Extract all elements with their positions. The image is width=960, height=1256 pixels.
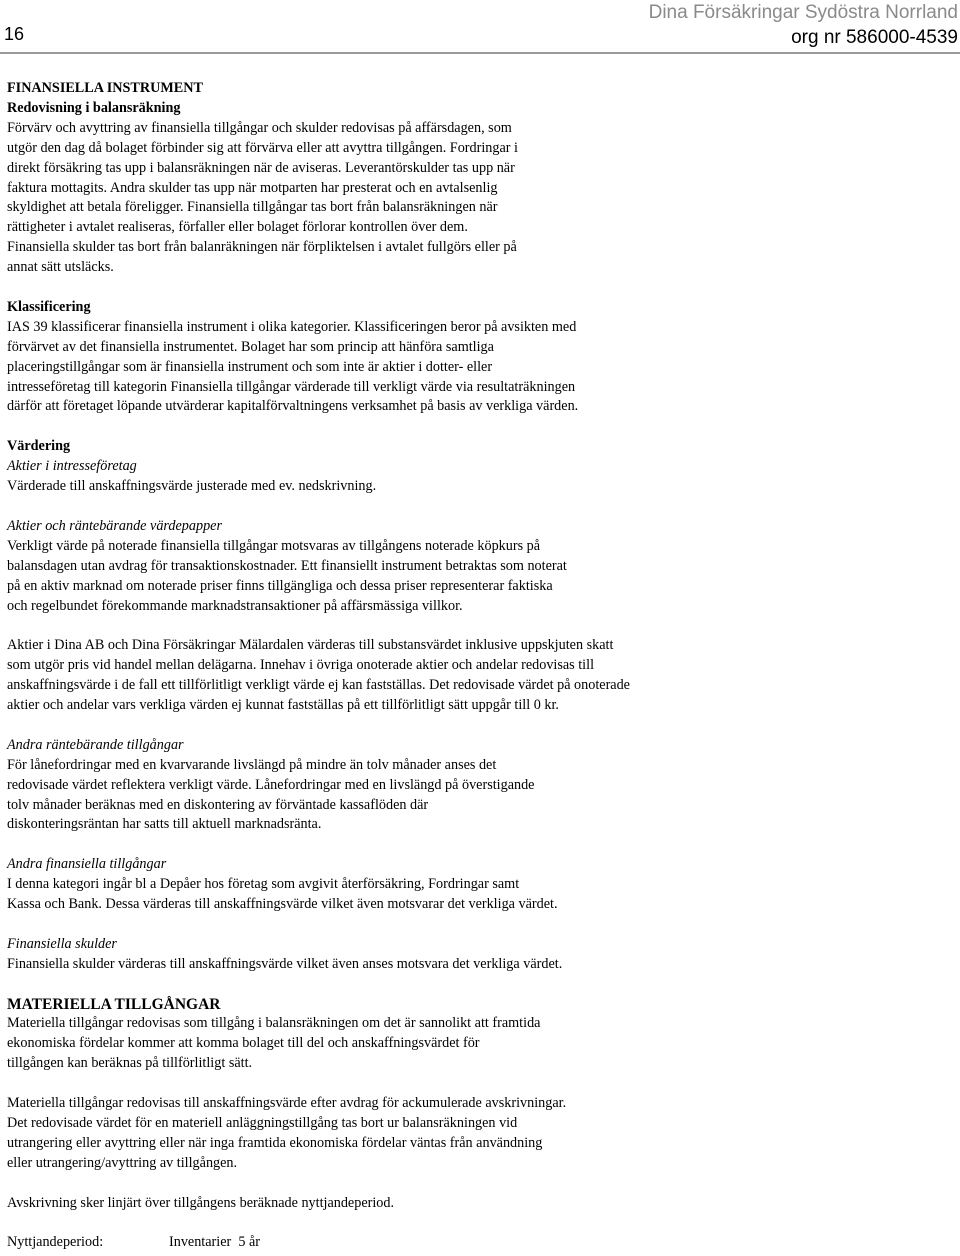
nyttjandeperiod-value: 5 år	[238, 1234, 260, 1251]
text-line: Verkligt värde på noterade finansiella tillgångar motsvaras av tillgångens noterade köpkurs på	[7, 537, 541, 554]
text-line: tillgången kan beräknas på tillförlitligt sätt.	[7, 1055, 253, 1072]
paragraph-finansiella-skulder	[7, 955, 952, 975]
text-line: som utgör pris vid handel mellan delägarna. Innehav i övriga onoterade aktier och andelar redovisas till	[7, 657, 595, 674]
text-line: I denna kategori ingår bl a Depåer hos företag som avgivit återförsäkring, Fordringar samt	[7, 876, 520, 893]
text-line: Kassa och Bank. Dessa värderas till anskaffningsvärde vilket även motsvarar det verkliga värdet.	[7, 896, 558, 913]
section-title-materiella-tillgangar: MATERIELLA TILLGÅNGAR	[7, 995, 221, 1013]
page-number: 16	[4, 24, 25, 44]
text-line: eller utrangering/avyttring av tillgången.	[7, 1154, 238, 1171]
text-line: Förvärv och avyttring av finansiella tillgångar och skulder redovisas på affärsdagen, som	[7, 119, 512, 136]
subheading-andra-rantebarande: Andra räntebärande tillgångar	[7, 736, 184, 753]
page-header	[0, 0, 960, 52]
paragraph-materiella-3	[7, 1194, 952, 1214]
text-line: faktura mottagits. Andra skulder tas upp när motparten har presterat och en avtalsenlig	[7, 179, 498, 196]
subheading-aktier-rantebarande: Aktier och räntebärande värdepapper	[7, 517, 222, 534]
document-body	[7, 79, 952, 1253]
text-line: intresseföretag till kategorin Finansiella tillgångar värderade till verkligt värde via resultaträkningen	[7, 378, 576, 395]
text-line: placeringstillgångar som är finansiella instrument och som inte är aktier i dotter- eller	[7, 358, 493, 375]
section-title-finansiella-instrument: FINANSIELLA INSTRUMENT	[7, 80, 203, 96]
nyttjandeperiod-label: Nyttjandeperiod:	[7, 1234, 104, 1251]
text-line: Finansiella skulder tas bort från balanräkningen när förpliktelsen i avtalet fullgörs eller på	[7, 239, 517, 256]
text-line: rättigheter i avtalet realiseras, förfaller eller bolaget förlorar kontrollen över dem.	[7, 219, 468, 236]
text-line: förvärvet av det finansiella instrumentet. Bolaget har som princip att hänföra samtliga	[7, 338, 494, 355]
text-line: Det redovisade värdet för en materiell anläggningstillgång tas bort ur balansräkningen vid	[7, 1114, 518, 1131]
text-line: Aktier i Dina AB och Dina Försäkringar Mälardalen värderas till substansvärdet inklusive uppskjuten skatt	[7, 637, 614, 654]
text-line: ekonomiska fördelar kommer att komma bolaget till del och anskaffningsvärdet för	[7, 1035, 480, 1052]
text-line: tolv månader beräknas med en diskontering av förväntade kassaflöden där	[7, 796, 429, 813]
subheading-finansiella-skulder: Finansiella skulder	[7, 935, 117, 952]
company-info	[649, 0, 958, 50]
paragraph-redovisning	[7, 119, 952, 278]
text-line: Materiella tillgångar redovisas till anskaffningsvärde efter avdrag för ackumulerade avskrivningar.	[7, 1095, 567, 1112]
nyttjandeperiod-item: Inventarier	[169, 1234, 232, 1251]
text-line: och regelbundet förekommande marknadstransaktioner på affärsmässiga villkor.	[7, 597, 463, 614]
text-line: skyldighet att betala föreligger. Finansiella tillgångar tas bort från balansräkningen när	[7, 199, 498, 216]
text-line: aktier och andelar vars verkliga värden ej kunnat fastställas på ett tillförlitligt sätt uppgår till 0 kr.	[7, 697, 559, 714]
text-line: därför att företaget löpande utvärderar kapitalförvaltningens verksamhet på basis av verkliga värden.	[7, 398, 579, 415]
subheading-andra-finansiella: Andra finansiella tillgångar	[7, 856, 167, 873]
company-name: Dina Försäkringar Sydöstra Norrland	[648, 2, 958, 23]
subheading-vardering: Värdering	[7, 438, 71, 455]
text-line: balansdagen utan avdrag för transaktionskostnader. Ett finansiellt instrument betraktas som noterat	[7, 557, 567, 574]
text-line: direkt försäkring tas upp i balansräkningen när de aviseras. Leverantörskulder tas upp när	[7, 159, 515, 176]
text-line: utgör den dag då bolaget förbinder sig att förvärva eller att avyttra tillgången. Fordringar i	[7, 139, 518, 156]
text-line: För lånefordringar med en kvarvarande livslängd på mindre än tolv månader anses det	[7, 756, 497, 773]
header-divider	[0, 52, 960, 54]
paragraph-aktier-dina	[7, 636, 952, 716]
text-line: Materiella tillgångar redovisas som tillgång i balansräkningen om det är sannolikt att framtida	[7, 1015, 541, 1032]
text-line: redovisade värdet reflektera verkligt värde. Lånefordringar med en livslängd på överstigande	[7, 776, 535, 793]
org-number: org nr 586000-4539	[791, 27, 958, 48]
text-line: IAS 39 klassificerar finansiella instrument i olika kategorier. Klassificeringen beror på avsikten med	[7, 318, 577, 335]
subheading-aktier-intresseforetag: Aktier i intresseföretag	[7, 458, 137, 475]
text-line: Finansiella skulder värderas till anskaffningsvärde vilket även anses motsvara det verkliga värdet.	[7, 955, 563, 972]
paragraph-materiella-2	[7, 1094, 952, 1174]
text-line: Avskrivning sker linjärt över tillgångens beräknade nyttjandeperiod.	[7, 1194, 395, 1211]
paragraph-andra-finansiella	[7, 875, 952, 915]
nyttjandeperiod-row	[7, 1233, 952, 1253]
paragraph-aktier-intresseforetag	[7, 477, 952, 497]
subheading-redovisning: Redovisning i balansräkning	[7, 99, 181, 116]
text-line: diskonteringsräntan har satts till aktuell marknadsränta.	[7, 816, 322, 833]
subheading-klassificering: Klassificering	[7, 298, 91, 315]
paragraph-materiella-1	[7, 1014, 952, 1074]
paragraph-klassificering	[7, 318, 952, 418]
paragraph-aktier-rantebarande	[7, 537, 952, 617]
text-line: utrangering eller avyttring eller när inga framtida ekonomiska fördelar väntas från användning	[7, 1134, 543, 1151]
text-line: på en aktiv marknad om noterade priser finns tillgängliga och dessa priser representerar faktiska	[7, 577, 553, 594]
text-line: annat sätt utsläcks.	[7, 259, 114, 276]
text-line: anskaffningsvärde i de fall ett tillförlitligt verkligt värde ej kan fastställas. Det redovisade värdet på onoterade	[7, 677, 630, 694]
text-line: Värderade till anskaffningsvärde justerade med ev. nedskrivning.	[7, 478, 377, 495]
paragraph-andra-rantebarande	[7, 756, 952, 836]
